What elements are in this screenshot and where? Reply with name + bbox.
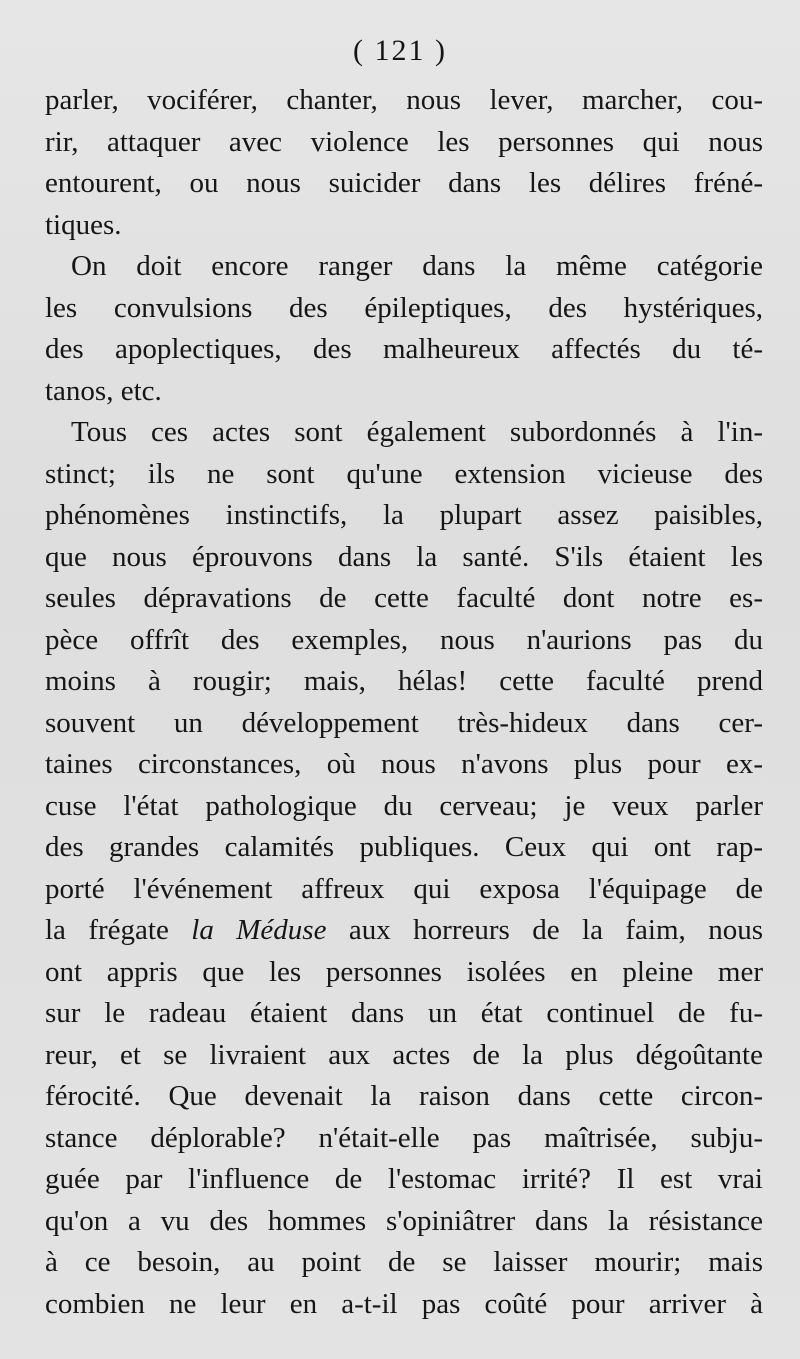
text-line: phénomènes instinctifs, la plupart assez paisibles, <box>45 499 763 531</box>
text-line: reur, et se livraient aux actes de la plus dégoûtante <box>45 1038 763 1071</box>
text-line: guée par l'influence de l'estomac irrité? Il est vrai <box>45 1163 763 1195</box>
text-line: qu'on a vu des hommes s'opiniâtrer dans la résistance <box>45 1204 763 1237</box>
text-line: stinct; ils ne sont qu'une extension vicieuse des <box>45 457 763 490</box>
page-number: ( 121 ) <box>353 34 447 67</box>
text-line: porté l'événement affreux qui exposa l'équipage de <box>45 872 763 905</box>
text-line: souvent un développement très-hideux dans cer- <box>45 706 763 739</box>
ship-name: la Méduse <box>191 914 327 946</box>
text-line: tiques. <box>45 208 122 241</box>
text-line: stance déplorable? n'était-elle pas maîtrisée, subju- <box>45 1121 763 1154</box>
text-line: tanos, etc. <box>45 374 162 407</box>
text-line: pèce offrît des exemples, nous n'aurions pas du <box>45 623 763 656</box>
paragraph-start-line: Tous ces actes sont également subordonnés à l'in- <box>71 416 763 448</box>
text-line: parler, vociférer, chanter, nous lever, marcher, cou- <box>45 84 763 116</box>
text-line: férocité. Que devenait la raison dans cette circon- <box>45 1080 763 1112</box>
text-line: ont appris que les personnes isolées en pleine mer <box>45 955 763 988</box>
meduse-line <box>45 910 763 952</box>
paragraph-start-line: On doit encore ranger dans la même catégorie <box>71 250 763 282</box>
text-line: les convulsions des épileptiques, des hystériques, <box>45 291 763 324</box>
text-line: cuse l'état pathologique du cerveau; je veux parler <box>45 789 763 822</box>
text-line: combien ne leur en a-t-il pas coûté pour arriver à <box>45 1287 763 1320</box>
text-line: à ce besoin, au point de se laisser mourir; mais <box>45 1246 763 1278</box>
text-line: entourent, ou nous suicider dans les délires fréné- <box>45 167 763 199</box>
text-line: que nous éprouvons dans la santé. S'ils étaient les <box>45 540 763 573</box>
text-line: taines circonstances, où nous n'avons plus pour ex- <box>45 748 763 780</box>
body-text <box>45 80 763 1325</box>
meduse-line-after: aux horreurs de la faim, nous <box>326 914 763 946</box>
meduse-line-before: la frégate <box>45 914 192 946</box>
text-line: rir, attaquer avec violence les personnes qui nous <box>45 125 763 158</box>
text-line: des apoplectiques, des malheureux affectés du té- <box>45 333 763 365</box>
text-line: sur le radeau étaient dans un état continuel de fu- <box>45 997 763 1029</box>
text-line: moins à rougir; mais, hélas! cette faculté prend <box>45 665 763 697</box>
text-line: des grandes calamités publiques. Ceux qui ont rap- <box>45 831 763 863</box>
text-line: seules dépravations de cette faculté dont notre es- <box>45 582 763 614</box>
